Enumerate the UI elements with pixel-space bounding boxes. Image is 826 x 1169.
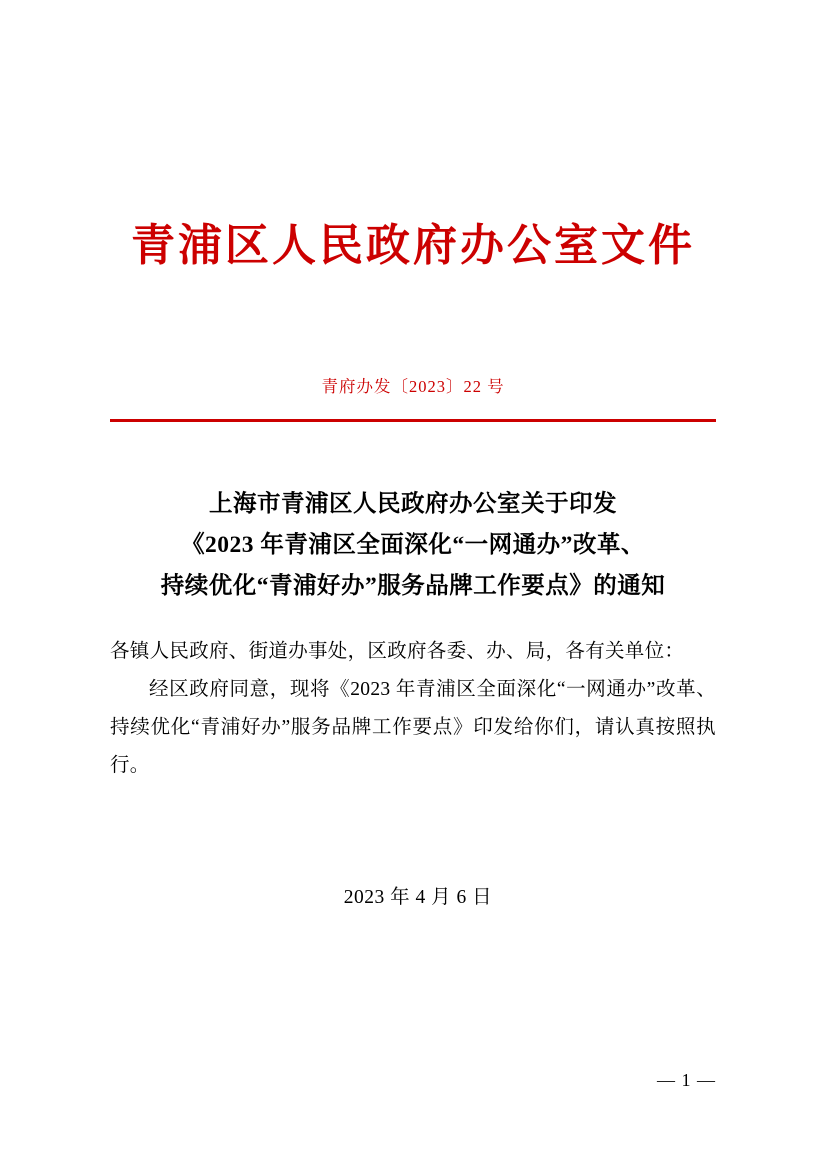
page-number: — 1 — — [657, 1070, 716, 1090]
body-recipients: 各镇人民政府、街道办事处，区政府各委、办、局，各有关单位： — [110, 640, 685, 662]
document-header — [110, 0, 716, 273]
document-subject — [110, 484, 716, 607]
subject-line-1: 上海市青浦区人民政府办公室关于印发 — [209, 490, 617, 517]
document-number: 青府办发〔2023〕22 号 — [321, 377, 505, 396]
document-body — [110, 633, 716, 785]
document-date: 2023 年 4 月 6 日 — [343, 886, 493, 908]
red-divider-rule — [110, 419, 716, 422]
subject-line-2: 《2023 年青浦区全面深化“一网通办”改革、 — [181, 531, 645, 558]
document-header-title: 青浦区人民政府办公室文件 — [131, 221, 695, 270]
body-paragraph: 经区政府同意，现将《2023 年青浦区全面深化“一网通办”改革、持续优化“青浦好办”服务品牌工作要点》印发给你们，请认真按照执行。 — [110, 678, 716, 776]
subject-line-3: 持续优化“青浦好办”服务品牌工作要点》的通知 — [160, 572, 666, 599]
